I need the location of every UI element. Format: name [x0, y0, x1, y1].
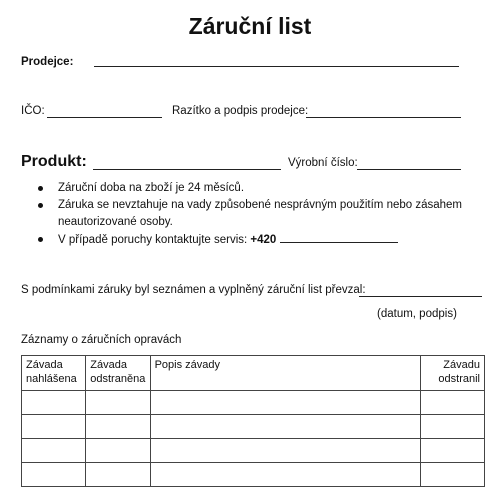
product-label: Produkt: — [21, 153, 87, 170]
stamp-field-line[interactable] — [306, 117, 461, 118]
serial-field-line[interactable] — [357, 169, 461, 170]
acceptance-text: S podmínkami záruky byl seznámen a vyplněný záruční list převzal: — [21, 284, 366, 296]
header-cell-fixed-by: Závadu odstranil — [420, 356, 484, 391]
table-cell[interactable] — [150, 463, 420, 487]
table-cell[interactable] — [150, 439, 420, 463]
list-item: V případě poruchy kontaktujte servis: +420 — [36, 231, 476, 249]
table-cell[interactable] — [150, 415, 420, 439]
table-row — [22, 391, 485, 415]
page-title: Záruční list — [188, 13, 312, 39]
list-item: Záruční doba na zboží je 24 měsíců. — [36, 180, 476, 197]
service-phone-prefix: +420 — [250, 234, 277, 246]
table-cell[interactable] — [86, 415, 150, 439]
service-phone-field-line[interactable] — [280, 231, 398, 243]
table-cell[interactable] — [22, 463, 86, 487]
ico-field-line[interactable] — [47, 117, 162, 118]
warranty-terms-list — [36, 180, 476, 249]
table-cell[interactable] — [420, 463, 484, 487]
table-cell[interactable] — [420, 415, 484, 439]
repairs-table — [21, 355, 485, 487]
acceptance-field-line[interactable] — [359, 296, 482, 297]
table-row — [22, 463, 485, 487]
serial-label: Výrobní číslo: — [288, 157, 358, 169]
header-cell-reported: Závada nahlášena — [22, 356, 86, 391]
table-cell[interactable] — [86, 439, 150, 463]
header-cell-description: Popis závady — [150, 356, 420, 391]
seller-field-line[interactable] — [94, 66, 459, 67]
table-cell[interactable] — [150, 391, 420, 415]
seller-label: Prodejce: — [21, 56, 74, 68]
repairs-title: Záznamy o záručních opravách — [21, 334, 182, 346]
table-cell[interactable] — [420, 391, 484, 415]
table-row — [22, 415, 485, 439]
table-row — [22, 439, 485, 463]
list-item: Záruka se nevztahuje na vady způsobené nesprávným použitím nebo zásahem neautorizované osoby. — [36, 197, 476, 231]
table-header-row — [22, 356, 485, 391]
header-cell-fixed: Závada odstraněna — [86, 356, 150, 391]
table-cell[interactable] — [22, 415, 86, 439]
bullet-icon — [38, 203, 43, 208]
table-cell[interactable] — [86, 391, 150, 415]
table-cell[interactable] — [22, 391, 86, 415]
stamp-label: Razítko a podpis prodejce: — [172, 105, 309, 117]
bullet-icon — [38, 237, 43, 242]
table-cell[interactable] — [22, 439, 86, 463]
date-sign-label: (datum, podpis) — [377, 308, 457, 320]
ico-label: IČO: — [21, 105, 45, 117]
bullet-icon — [38, 186, 43, 191]
product-field-line[interactable] — [93, 169, 281, 170]
table-cell[interactable] — [86, 463, 150, 487]
table-cell[interactable] — [420, 439, 484, 463]
